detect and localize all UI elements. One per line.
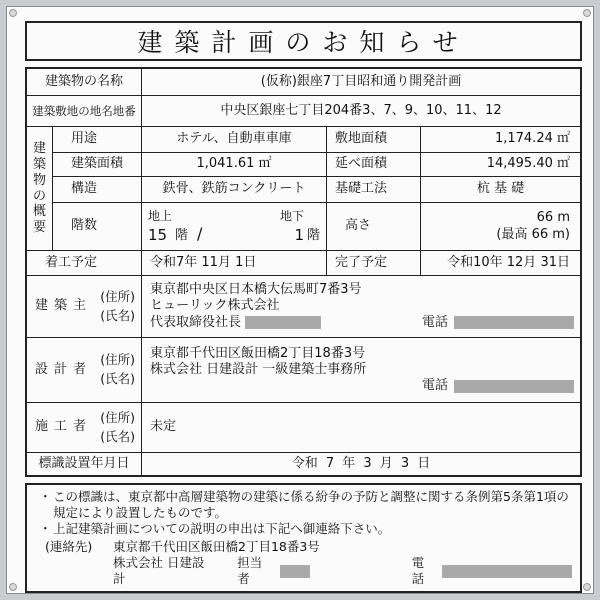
- owner-label: 建築主 (住所) (氏名): [27, 276, 142, 338]
- contractor-value: 未定: [142, 403, 580, 453]
- structure-value: 鉄骨、鉄筋コンクリート: [142, 177, 327, 203]
- note-item: ・ この標識は、東京都中高層建築物の建築に係る紛争の予防と調整に関する条例第5条第1項の規定により設置したものです。: [39, 489, 569, 520]
- site-area-label: 敷地面積: [327, 127, 421, 153]
- building-area-label: 建築面積: [53, 153, 142, 177]
- redacted-person: [280, 565, 310, 578]
- info-table: [25, 67, 582, 477]
- building-name-label: 建築物の名称: [27, 69, 142, 96]
- redacted-phone: [454, 380, 574, 393]
- posted-label: 標識設置年月日: [27, 453, 142, 475]
- screw-icon: [9, 583, 17, 591]
- contact-info: (連絡先) 東京都千代田区飯田橋2丁目18番3号 株式会社 日建設計 担当者 電話: [39, 539, 572, 587]
- complete-value: 令和10年 12月 31日: [421, 251, 580, 276]
- designer-label: 設計者 (住所) (氏名): [27, 338, 142, 403]
- height-value: 66 m (最高 66 m): [421, 203, 580, 251]
- floor-area-value: 14,495.40 ㎡: [421, 153, 580, 177]
- redacted-name: [245, 316, 321, 329]
- foundation-value: 杭 基 礎: [421, 177, 580, 203]
- floor-area-label: 延べ面積: [327, 153, 421, 177]
- address-label: 建築敷地の地名地番: [27, 96, 142, 127]
- floors-value: 地上 15 階 / 地下 1 階: [142, 203, 327, 251]
- use-value: ホテル、自動車車庫: [142, 127, 327, 153]
- note-item: ・ 上記建築計画についての説明の申出は下記へ御連絡下さい。: [39, 521, 391, 536]
- address-value: 中央区銀座七丁目204番3、7、9、10、11、12: [142, 96, 580, 127]
- building-name-value: (仮称)銀座7丁目昭和通り開発計画: [142, 69, 580, 96]
- building-area-value: 1,041.61 ㎡: [142, 153, 327, 177]
- redacted-phone: [454, 316, 574, 329]
- screw-icon: [583, 583, 591, 591]
- redacted-phone: [442, 565, 572, 578]
- notice-board: [6, 6, 594, 594]
- floors-label: 階数: [53, 203, 142, 251]
- contractor-label: 施工者 (住所) (氏名): [27, 403, 142, 453]
- posted-value: 令和 7 年 3 月 3 日: [291, 455, 431, 471]
- screw-icon: [9, 9, 17, 17]
- start-label: 着工予定: [27, 251, 142, 276]
- foundation-label: 基礎工法: [327, 177, 421, 203]
- notes-section: [25, 483, 582, 593]
- start-value: 令和7年 11月 1日: [142, 251, 327, 276]
- designer-value: 東京都千代田区飯田橋2丁目18番3号 株式会社 日建設計 一級建築士事務所 電話: [142, 338, 580, 403]
- overview-label: 建 築 物 の 概 要: [27, 127, 53, 251]
- owner-value: 東京都中央区日本橋大伝馬町7番3号 ヒューリック株式会社 代表取締役社長 電話: [142, 276, 580, 338]
- complete-label: 完了予定: [327, 251, 421, 276]
- height-label: 高さ: [327, 203, 421, 251]
- site-area-value: 1,174.24 ㎡: [421, 127, 580, 153]
- page-title: 建築計画のお知らせ: [25, 21, 582, 61]
- structure-label: 構造: [53, 177, 142, 203]
- use-label: 用途: [53, 127, 142, 153]
- screw-icon: [583, 9, 591, 17]
